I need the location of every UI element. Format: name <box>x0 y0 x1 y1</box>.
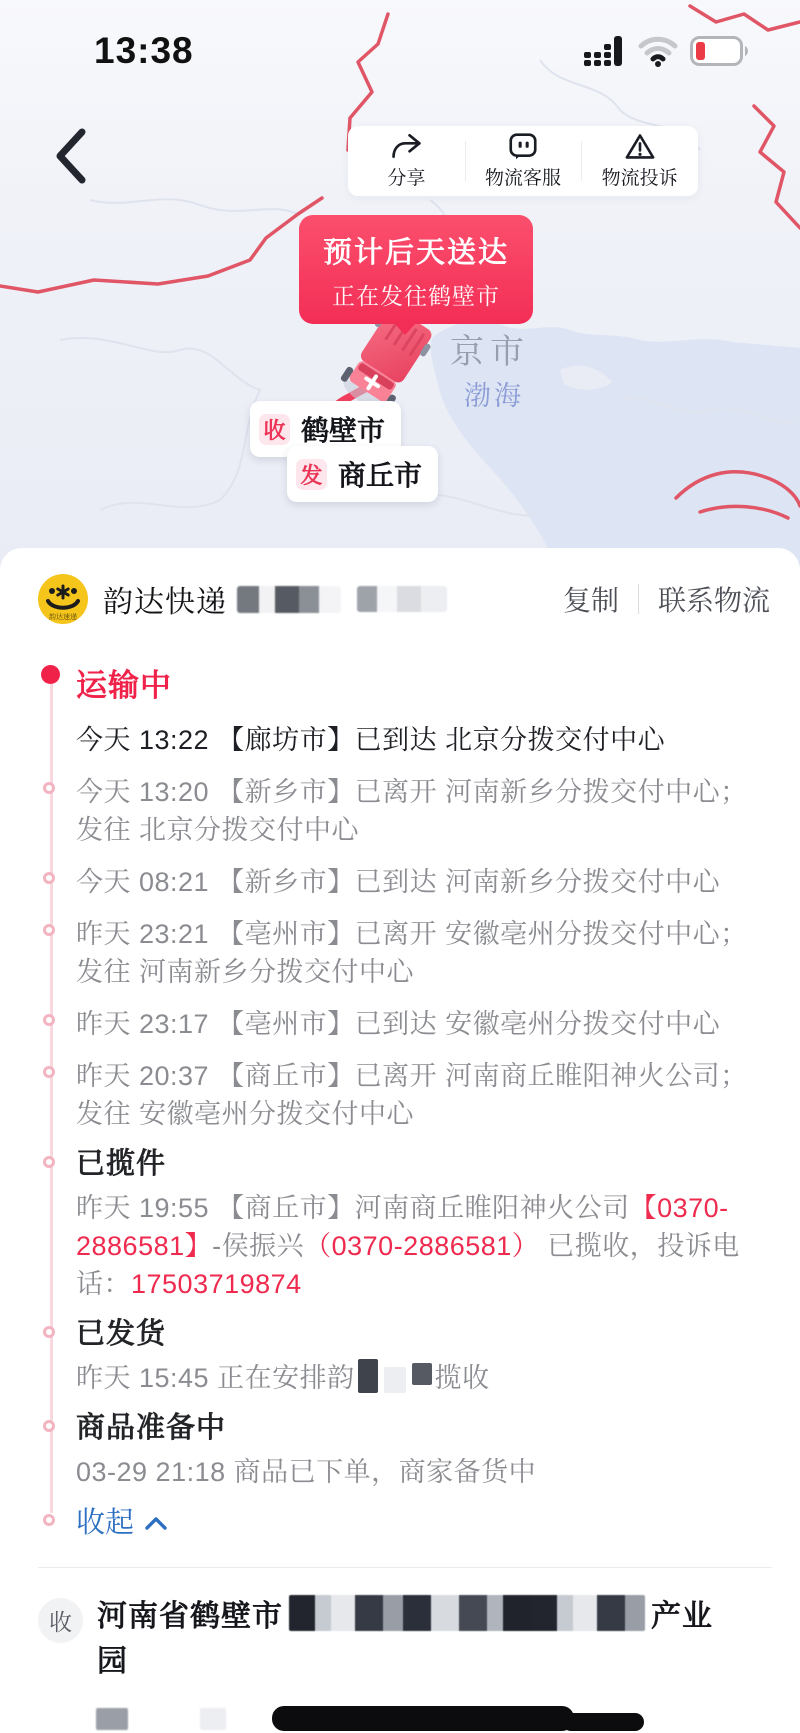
redacted-block <box>96 1708 128 1730</box>
contact-logistics-button[interactable]: 联系物流 <box>657 585 770 616</box>
timeline-event: 昨天 23:21 【亳州市】已离开 安徽亳州分拨交付中心；发往 河南新乡分拨交付中心 <box>76 915 774 991</box>
timeline-event: 今天 08:21 【新乡市】已到达 河南新乡分拨交付中心 <box>76 863 774 901</box>
map-label-beijing: 京市 <box>450 333 530 371</box>
timeline-dot <box>43 1420 55 1432</box>
receiver-badge: 收 <box>38 1598 83 1643</box>
receiver-address-row <box>0 1568 800 1684</box>
redacted-block <box>412 1363 432 1385</box>
tracking-card <box>0 548 800 1733</box>
share-button[interactable] <box>348 126 465 196</box>
map-label-bohai: 渤海 <box>464 381 524 411</box>
timeline-status: 运输中 <box>76 660 774 705</box>
timeline-event: 今天 13:22 【廊坊市】已到达 北京分拨交付中心 <box>76 725 666 755</box>
phone-number-link[interactable]: （0370-2886581） <box>304 1231 540 1261</box>
timeline-event: 03-29 21:18 商品已下单，商家备货中 <box>76 1457 537 1487</box>
yunda-logo-icon <box>38 574 88 624</box>
status-bar <box>0 26 800 76</box>
redacted-block <box>384 1367 406 1393</box>
timeline-event: 昨天 20:37 【商丘市】已离开 河南商丘睢阳神火公司；发往 安徽亳州分拨交付中心 <box>76 1057 774 1133</box>
map-canvas[interactable] <box>0 0 800 572</box>
timeline-event-pickup-detail: 昨天 19:55 【商丘市】河南商丘睢阳神火公司【0370-2886581】-侯振兴（0370-2886581） 已揽收，投诉电话：17503719874 <box>76 1193 740 1299</box>
redacted-phone-bar <box>272 1706 574 1731</box>
timeline-event: 昨天 23:17 【亳州市】已到达 安徽亳州分拨交付中心 <box>76 1005 774 1043</box>
send-badge: 发 <box>296 459 327 490</box>
status-time: 13:38 <box>94 30 194 71</box>
copy-button[interactable]: 复制 <box>562 585 619 616</box>
status-icons <box>582 35 752 67</box>
back-button[interactable] <box>48 124 96 188</box>
courier-name: 韵达快递 <box>103 586 227 619</box>
receive-badge: 收 <box>259 414 290 445</box>
timeline-dot <box>43 872 55 884</box>
eta-bubble <box>299 215 533 324</box>
complaint-label: 物流投诉 <box>601 168 678 189</box>
timeline-dot <box>43 1066 55 1078</box>
timeline-dot <box>43 1326 55 1338</box>
receiver-address: 河南省鹤壁市 产业 园 <box>97 1594 713 1684</box>
timeline-dot <box>43 1014 55 1026</box>
timeline-dot-current <box>41 665 60 684</box>
complaint-phone-link[interactable]: 17503719874 <box>131 1269 302 1299</box>
timeline-event: 今天 13:20 【新乡市】已离开 河南新乡分拨交付中心；发往 北京分拨交付中心 <box>76 773 774 849</box>
share-label: 分享 <box>387 168 426 189</box>
customer-service-icon <box>508 132 538 160</box>
wifi-icon <box>638 35 678 67</box>
send-city: 商丘市 <box>338 460 423 491</box>
timeline-dot <box>43 782 55 794</box>
redacted-block <box>200 1708 226 1730</box>
timeline-section-shipped: 已发货 <box>76 1317 774 1351</box>
complaint-button[interactable] <box>581 126 698 196</box>
redacted-phone-bar <box>562 1713 644 1731</box>
card-header <box>0 548 800 624</box>
tracking-timeline <box>0 660 774 1541</box>
complaint-warning-icon <box>624 132 656 160</box>
svg-text:韵达速递: 韵达速递 <box>49 614 77 621</box>
tracking-number-redacted <box>237 586 447 613</box>
divider <box>638 584 639 614</box>
customer-service-label: 物流客服 <box>485 168 562 189</box>
receive-city: 鹤壁市 <box>301 415 386 446</box>
timeline-dot <box>43 1156 55 1168</box>
send-city-pill <box>287 446 438 502</box>
customer-service-button[interactable] <box>465 126 582 196</box>
eta-destination: 正在发往鹤壁市 <box>332 283 500 309</box>
timeline-event-censored: 昨天 15:45 正在安排韵 揽收 <box>76 1359 774 1397</box>
signal-icon <box>582 35 626 67</box>
chevron-up-icon <box>144 1515 168 1531</box>
phone-number-link[interactable]: 【0370-2886581】 <box>76 1193 729 1261</box>
collapse-button[interactable]: 收起 <box>76 1505 774 1541</box>
timeline-dot <box>43 1514 55 1526</box>
timeline-section-preparing: 商品准备中 <box>76 1411 774 1445</box>
address-redacted-block <box>289 1595 645 1631</box>
eta-line: 预计后天送达 <box>322 237 509 269</box>
map-toolbar <box>348 126 698 196</box>
timeline-dot <box>43 924 55 936</box>
redacted-block <box>358 1359 378 1393</box>
share-icon <box>390 132 422 160</box>
battery-icon <box>690 35 752 67</box>
receiver-contact-redacted <box>0 1684 800 1731</box>
timeline-section-picked-up: 已揽件 <box>76 1147 774 1181</box>
